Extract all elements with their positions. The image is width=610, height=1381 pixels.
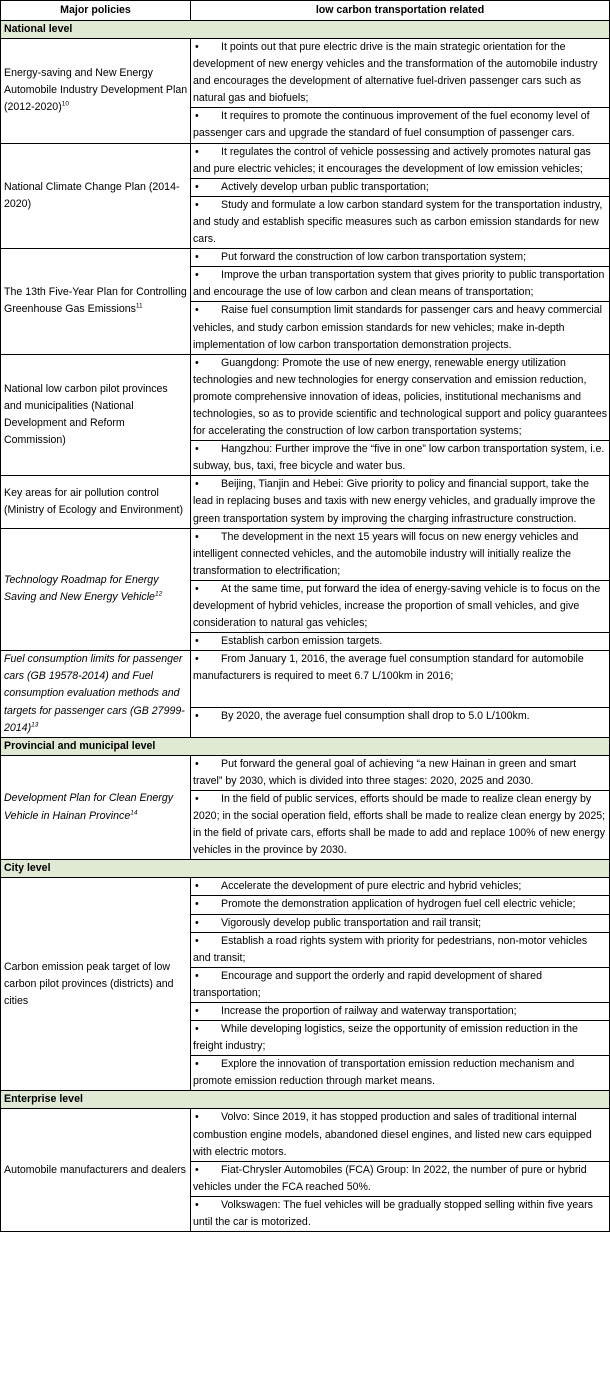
bullet-item-text: Beijing, Tianjin and Hebei: Give priority to policy and financial support, take the lead in replacing buses and taxis with new energy vehicles, and gradually improve the green transportation system by improving the charging infrastructure construction. xyxy=(193,478,596,525)
bullet-item-cell xyxy=(191,790,610,859)
bullet-icon: • xyxy=(195,969,199,982)
bullet-icon: • xyxy=(195,1023,199,1036)
table-row xyxy=(1,651,610,708)
bullet-item-text: Hangzhou: Further improve the “five in one” low carbon transportation system, i.e. subway, bus, taxi, free bicycle and water bus. xyxy=(193,443,605,473)
policy-name-cell xyxy=(1,1109,191,1232)
bullet-icon: • xyxy=(195,356,199,369)
bullet-item-text: From January 1, 2016, the average fuel consumption standard for automobile manufacturers is required to meet 6.7 L/100km in 2016; xyxy=(193,653,584,683)
bullet-item-cell xyxy=(191,249,610,267)
bullet-item-cell xyxy=(191,878,610,896)
bullet-icon: • xyxy=(195,934,199,947)
table-row xyxy=(1,528,610,580)
table-row xyxy=(1,878,610,896)
bullet-item-cell xyxy=(191,651,610,708)
bullet-item-cell xyxy=(191,39,610,108)
table-row xyxy=(1,39,610,108)
bullet-icon: • xyxy=(195,198,199,211)
bullet-item-text: The development in the next 15 years will focus on new energy vehicles and intelligent connected vehicles, and the automobile industry will initially realize the transformation to electrification; xyxy=(193,530,579,577)
policy-name: Automobile manufacturers and dealers xyxy=(4,1163,186,1176)
policy-name: National Climate Change Plan (2014-2020) xyxy=(4,180,180,210)
section-header-row xyxy=(1,21,610,39)
table-row xyxy=(1,755,610,790)
bullet-icon: • xyxy=(195,1058,199,1071)
bullet-item-text: It points out that pure electric drive is the main strategic orientation for the development of new energy vehicles and the transformation of the automobile industry and encourages the development of alternative fuel-driven passenger cars such as natural gas and biofuels; xyxy=(193,41,598,105)
bullet-item-text: By 2020, the average fuel consumption shall drop to 5.0 L/100km. xyxy=(221,710,530,723)
bullet-item-text: Raise fuel consumption limit standards for passenger cars and heavy commercial vehicles, and study carbon emission standards for new vehicles; make in-depth implementation of low carbon transportation demonstration projects. xyxy=(193,304,602,351)
table-body xyxy=(1,21,610,1232)
footnote-ref: 10 xyxy=(61,100,69,108)
bullet-item-text: Study and formulate a low carbon standard system for the transportation industry, and study and establish specific measures such as carbon emission standards for new cars. xyxy=(193,198,603,246)
bullet-icon: • xyxy=(195,635,199,648)
bullet-item-cell xyxy=(191,1021,610,1056)
bullet-icon: • xyxy=(195,653,199,666)
bullet-item-text: Vigorously develop public transportation and rail transit; xyxy=(221,916,482,929)
policy-name: National low carbon pilot provinces and municipalities (National Development and Reform Commission) xyxy=(4,382,168,447)
bullet-item-cell xyxy=(191,108,610,143)
bullet-item-cell xyxy=(191,1196,610,1231)
bullet-item-text: It requires to promote the continuous improvement of the fuel economy level of passenger cars and upgrade the standard of fuel consumption of passenger cars. xyxy=(193,110,590,140)
bullet-item-text: Volvo: Since 2019, it has stopped production and sales of traditional internal combustion engine models, abandoned diesel engines, and listed new cars equipped with electric motors. xyxy=(193,1111,592,1158)
bullet-item-text: Improve the urban transportation system that gives priority to public transportation and encourage the use of low carbon and clean means of transportation; xyxy=(193,269,605,299)
bullet-item-cell xyxy=(191,755,610,790)
table-row xyxy=(1,143,610,178)
bullet-icon: • xyxy=(195,145,199,158)
bullet-item-text: Guangdong: Promote the use of new energy, renewable energy utilization technologies and new technologies for energy conservation and emission reduction, promote comprehensive innovation of ideas, policies, institutional mechanisms and technologies, so as to provide scientific and technological support and policy guarantees for accelerating the construction of low carbon transportation systems; xyxy=(193,356,608,438)
bullet-icon: • xyxy=(195,916,199,929)
bullet-icon: • xyxy=(195,304,199,317)
bullet-item-text: Explore the innovation of transportation emission reduction mechanism and promote emission reduction through market means. xyxy=(193,1058,575,1088)
policy-name-cell xyxy=(1,354,191,476)
policy-name: Carbon emission peak target of low carbon pilot provinces (districts) and cities xyxy=(4,960,174,1007)
bullet-icon: • xyxy=(195,530,199,543)
bullet-item-text: It regulates the control of vehicle possessing and actively promotes natural gas and pure electric vehicles; it encourages the development of low emission vehicles; xyxy=(193,145,591,175)
bullet-item-text: Actively develop urban public transportation; xyxy=(221,180,429,193)
section-header-row xyxy=(1,1091,610,1109)
bullet-item-text: Fiat-Chrysler Automobiles (FCA) Group: In 2022, the number of pure or hybrid vehicles under the FCA reached 50%. xyxy=(193,1163,587,1193)
policy-name-cell xyxy=(1,651,191,737)
section-title: Enterprise level xyxy=(1,1091,610,1109)
bullet-item-text: Put forward the general goal of achieving “a new Hainan in green and smart travel” by 2030, which is divided into three stages: 2020, 2025 and 2030. xyxy=(193,757,577,787)
bullet-item-cell xyxy=(191,302,610,354)
bullet-icon: • xyxy=(195,710,199,723)
bullet-item-cell xyxy=(191,1109,610,1161)
bullet-item-text: Put forward the construction of low carbon transportation system; xyxy=(221,251,527,264)
table-row xyxy=(1,1109,610,1161)
bullet-icon: • xyxy=(195,251,199,264)
bullet-icon: • xyxy=(195,582,199,595)
bullet-icon: • xyxy=(195,1198,199,1211)
bullet-icon: • xyxy=(195,1004,199,1017)
bullet-item-text: Promote the demonstration application of hydrogen fuel cell electric vehicle; xyxy=(221,898,576,911)
policy-name: Energy-saving and New Energy Automobile Industry Development Plan (2012-2020) xyxy=(4,67,188,114)
bullet-icon: • xyxy=(195,757,199,770)
bullet-item-cell xyxy=(191,196,610,248)
table-row xyxy=(1,354,610,440)
bullet-item-cell xyxy=(191,580,610,632)
table-header-row xyxy=(1,1,610,21)
bullet-item-cell xyxy=(191,896,610,914)
policy-name-cell xyxy=(1,528,191,651)
policy-name-cell xyxy=(1,878,191,1091)
bullet-item-cell xyxy=(191,441,610,476)
bullet-item-text: Establish carbon emission targets. xyxy=(221,635,383,648)
bullet-icon: • xyxy=(195,443,199,456)
bullet-item-text: Volkswagen: The fuel vehicles will be gradually stopped selling within five years until the car is motorized. xyxy=(193,1198,593,1228)
bullet-item-cell xyxy=(191,932,610,967)
bullet-icon: • xyxy=(195,880,199,893)
bullet-item-cell xyxy=(191,528,610,580)
bullet-item-text: Accelerate the development of pure electric and hybrid vehicles; xyxy=(221,880,522,893)
footnote-ref: 13 xyxy=(31,721,39,729)
bullet-item-cell xyxy=(191,708,610,737)
bullet-icon: • xyxy=(195,110,199,123)
bullet-icon: • xyxy=(195,792,199,805)
footnote-ref: 12 xyxy=(154,590,163,598)
bullet-item-cell xyxy=(191,267,610,302)
header-major-policies: Major policies xyxy=(1,1,191,21)
bullet-icon: • xyxy=(195,1111,199,1124)
bullet-item-cell xyxy=(191,967,610,1002)
bullet-item-text: Establish a road rights system with priority for pedestrians, non-motor vehicles and transit; xyxy=(193,934,588,964)
section-title: Provincial and municipal level xyxy=(1,737,610,755)
bullet-icon: • xyxy=(195,478,199,491)
footnote-ref: 14 xyxy=(130,809,138,816)
policy-name: Development Plan for Clean Energy Vehicle in Hainan Province xyxy=(4,792,174,822)
footnote-ref: 11 xyxy=(135,302,143,310)
bullet-item-cell xyxy=(191,354,610,440)
policy-name: Fuel consumption limits for passenger cars (GB 19578-2014) and Fuel consumption evaluation methods and targets for passenger cars (GB 27999-2014) xyxy=(4,653,185,734)
bullet-item-cell xyxy=(191,1002,610,1020)
bullet-icon: • xyxy=(195,1163,199,1176)
bullet-icon: • xyxy=(195,898,199,911)
section-title: National level xyxy=(1,21,610,39)
policy-name-cell xyxy=(1,755,191,860)
bullet-item-cell xyxy=(191,633,610,651)
bullet-item-text: Encourage and support the orderly and rapid development of shared transportation; xyxy=(193,969,542,999)
bullet-item-cell xyxy=(191,143,610,178)
header-low-carbon-transportation: low carbon transportation related xyxy=(191,1,610,21)
bullet-icon: • xyxy=(195,41,199,53)
bullet-item-text: At the same time, put forward the idea of energy-saving vehicle is to focus on the development of hybrid vehicles, increase the proportion of small vehicles, and give consideration to natural gas vehicles; xyxy=(193,582,601,630)
bullet-item-cell xyxy=(191,1056,610,1091)
bullet-icon: • xyxy=(195,180,199,193)
policy-name-cell xyxy=(1,476,191,528)
policy-name-cell xyxy=(1,249,191,355)
section-header-row xyxy=(1,737,610,755)
section-header-row xyxy=(1,860,610,878)
policy-name-cell xyxy=(1,39,191,144)
table-row xyxy=(1,476,610,528)
policy-name: The 13th Five-Year Plan for Controlling Greenhouse Gas Emissions xyxy=(4,286,187,316)
bullet-icon: • xyxy=(195,269,199,282)
bullet-item-cell xyxy=(191,1161,610,1196)
bullet-item-text: In the field of public services, efforts should be made to realize clean energy by 2020; in the social operation field, efforts shall be made to realize clean energy by 2025; in the field of private cars, efforts shall be made to add and replace 100% of new energy vehicles in the province by 2030. xyxy=(193,792,606,857)
bullet-item-text: Increase the proportion of railway and waterway transportation; xyxy=(221,1004,517,1017)
section-title: City level xyxy=(1,860,610,878)
bullet-item-text: While developing logistics, seize the opportunity of emission reduction in the freight industry; xyxy=(193,1023,578,1053)
bullet-item-cell xyxy=(191,914,610,932)
policy-name: Key areas for air pollution control (Ministry of Ecology and Environment) xyxy=(4,486,183,516)
bullet-item-cell xyxy=(191,476,610,528)
policy-name-cell xyxy=(1,143,191,249)
policy-name: Technology Roadmap for Energy Saving and New Energy Vehicle xyxy=(4,574,159,604)
table-row xyxy=(1,249,610,267)
bullet-item-cell xyxy=(191,178,610,196)
